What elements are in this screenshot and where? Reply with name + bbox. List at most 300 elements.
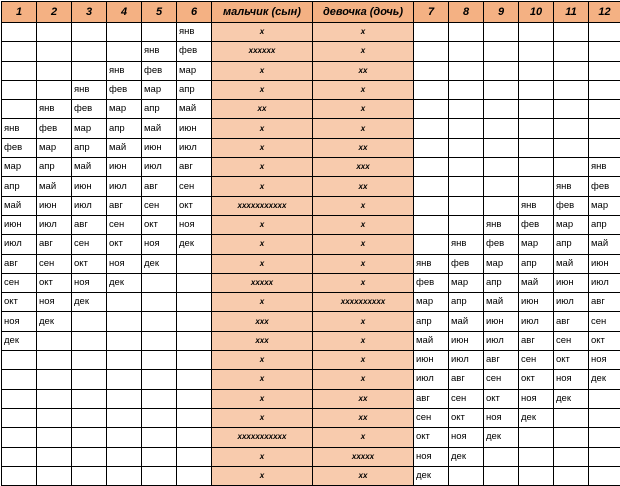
month-cell[interactable]: сен <box>142 196 177 215</box>
month-cell[interactable]: апр <box>554 235 589 254</box>
month-cell[interactable] <box>519 23 554 42</box>
month-cell[interactable]: сен <box>177 177 212 196</box>
month-cell[interactable] <box>414 80 449 99</box>
month-cell[interactable]: июн <box>589 254 620 273</box>
girl-mark-cell[interactable]: x <box>313 254 414 273</box>
month-cell[interactable] <box>414 100 449 119</box>
month-cell[interactable] <box>449 80 484 99</box>
month-cell[interactable] <box>484 80 519 99</box>
month-cell[interactable] <box>177 389 212 408</box>
boy-mark-cell[interactable]: x <box>212 215 313 234</box>
month-cell[interactable] <box>484 177 519 196</box>
month-cell[interactable] <box>484 196 519 215</box>
month-cell[interactable] <box>449 196 484 215</box>
girl-mark-cell[interactable]: xx <box>313 138 414 157</box>
month-cell[interactable] <box>484 138 519 157</box>
month-cell[interactable] <box>37 428 72 447</box>
month-cell[interactable]: янв <box>554 177 589 196</box>
month-cell[interactable]: май <box>484 293 519 312</box>
boy-mark-cell[interactable]: x <box>212 447 313 466</box>
month-cell[interactable]: сен <box>449 389 484 408</box>
month-cell[interactable] <box>177 293 212 312</box>
month-cell[interactable] <box>414 61 449 80</box>
month-cell[interactable]: апр <box>72 138 107 157</box>
month-cell[interactable]: ноя <box>414 447 449 466</box>
column-header-8[interactable]: 7 <box>414 2 449 23</box>
month-cell[interactable]: окт <box>449 408 484 427</box>
month-cell[interactable] <box>72 408 107 427</box>
month-cell[interactable]: дек <box>142 254 177 273</box>
month-cell[interactable] <box>37 447 72 466</box>
month-cell[interactable] <box>142 466 177 485</box>
month-cell[interactable]: май <box>449 312 484 331</box>
month-cell[interactable] <box>449 100 484 119</box>
month-cell[interactable]: апр <box>142 100 177 119</box>
boy-mark-cell[interactable]: x <box>212 293 313 312</box>
month-cell[interactable]: июн <box>2 215 37 234</box>
column-header-10[interactable]: 9 <box>484 2 519 23</box>
month-cell[interactable] <box>449 158 484 177</box>
month-cell[interactable]: мар <box>484 254 519 273</box>
month-cell[interactable]: дек <box>177 235 212 254</box>
month-cell[interactable] <box>484 23 519 42</box>
month-cell[interactable] <box>589 80 620 99</box>
month-cell[interactable]: дек <box>2 331 37 350</box>
month-cell[interactable] <box>2 351 37 370</box>
month-cell[interactable] <box>589 100 620 119</box>
month-cell[interactable]: мар <box>2 158 37 177</box>
month-cell[interactable]: ноя <box>2 312 37 331</box>
month-cell[interactable]: июн <box>107 158 142 177</box>
month-cell[interactable] <box>72 428 107 447</box>
month-cell[interactable]: фев <box>414 273 449 292</box>
month-cell[interactable]: июн <box>554 273 589 292</box>
month-cell[interactable]: апр <box>589 215 620 234</box>
month-cell[interactable] <box>72 389 107 408</box>
month-cell[interactable]: дек <box>519 408 554 427</box>
month-cell[interactable]: июл <box>72 196 107 215</box>
boy-mark-cell[interactable]: xxxxxxxxxxx <box>212 428 313 447</box>
month-cell[interactable]: ноя <box>589 351 620 370</box>
month-cell[interactable] <box>519 138 554 157</box>
month-cell[interactable]: авг <box>484 351 519 370</box>
month-cell[interactable] <box>37 331 72 350</box>
month-cell[interactable] <box>484 466 519 485</box>
month-cell[interactable]: дек <box>72 293 107 312</box>
month-cell[interactable] <box>554 61 589 80</box>
month-cell[interactable] <box>554 428 589 447</box>
girl-mark-cell[interactable]: x <box>313 100 414 119</box>
month-cell[interactable] <box>107 389 142 408</box>
month-cell[interactable]: окт <box>484 389 519 408</box>
boy-mark-cell[interactable]: x <box>212 119 313 138</box>
month-cell[interactable]: июн <box>177 119 212 138</box>
month-cell[interactable]: янв <box>449 235 484 254</box>
month-cell[interactable] <box>484 100 519 119</box>
month-cell[interactable] <box>589 23 620 42</box>
column-header-4[interactable]: 5 <box>142 2 177 23</box>
month-cell[interactable]: янв <box>484 215 519 234</box>
month-cell[interactable] <box>519 466 554 485</box>
month-cell[interactable] <box>519 177 554 196</box>
girl-mark-cell[interactable]: xx <box>313 61 414 80</box>
girl-mark-cell[interactable]: x <box>313 235 414 254</box>
month-cell[interactable] <box>449 177 484 196</box>
month-cell[interactable] <box>107 447 142 466</box>
girl-mark-cell[interactable]: x <box>313 273 414 292</box>
boy-mark-cell[interactable]: x <box>212 235 313 254</box>
month-cell[interactable]: сен <box>554 331 589 350</box>
month-cell[interactable]: июн <box>142 138 177 157</box>
month-cell[interactable] <box>414 235 449 254</box>
month-cell[interactable]: мар <box>449 273 484 292</box>
month-cell[interactable]: окт <box>519 370 554 389</box>
month-cell[interactable]: фев <box>484 235 519 254</box>
month-cell[interactable]: май <box>37 177 72 196</box>
girl-mark-cell[interactable]: xx <box>313 466 414 485</box>
month-cell[interactable]: июл <box>2 235 37 254</box>
month-cell[interactable]: сен <box>107 215 142 234</box>
month-cell[interactable]: окт <box>107 235 142 254</box>
boy-mark-cell[interactable]: x <box>212 61 313 80</box>
month-cell[interactable] <box>589 138 620 157</box>
month-cell[interactable]: сен <box>72 235 107 254</box>
month-cell[interactable]: фев <box>589 177 620 196</box>
boy-mark-cell[interactable]: x <box>212 370 313 389</box>
month-cell[interactable] <box>589 428 620 447</box>
month-cell[interactable]: июл <box>177 138 212 157</box>
month-cell[interactable] <box>554 138 589 157</box>
month-cell[interactable] <box>177 447 212 466</box>
month-cell[interactable]: ноя <box>107 254 142 273</box>
month-cell[interactable] <box>107 331 142 350</box>
month-cell[interactable]: июл <box>414 370 449 389</box>
column-header-9[interactable]: 8 <box>449 2 484 23</box>
month-cell[interactable] <box>414 177 449 196</box>
month-cell[interactable]: фев <box>142 61 177 80</box>
month-cell[interactable] <box>519 158 554 177</box>
month-cell[interactable] <box>589 389 620 408</box>
month-cell[interactable]: янв <box>414 254 449 273</box>
month-cell[interactable]: фев <box>177 42 212 61</box>
month-cell[interactable] <box>177 331 212 350</box>
column-header-11[interactable]: 10 <box>519 2 554 23</box>
month-cell[interactable] <box>142 370 177 389</box>
month-cell[interactable] <box>37 408 72 427</box>
month-cell[interactable] <box>414 42 449 61</box>
month-cell[interactable]: июн <box>484 312 519 331</box>
month-cell[interactable]: июл <box>484 331 519 350</box>
month-cell[interactable]: фев <box>449 254 484 273</box>
month-cell[interactable]: июл <box>519 312 554 331</box>
month-cell[interactable] <box>37 466 72 485</box>
month-cell[interactable] <box>519 100 554 119</box>
month-cell[interactable]: фев <box>107 80 142 99</box>
month-cell[interactable] <box>519 428 554 447</box>
column-header-1[interactable]: 2 <box>37 2 72 23</box>
month-cell[interactable]: апр <box>484 273 519 292</box>
boy-mark-cell[interactable]: x <box>212 254 313 273</box>
month-cell[interactable] <box>142 312 177 331</box>
month-cell[interactable]: апр <box>37 158 72 177</box>
month-cell[interactable] <box>107 23 142 42</box>
month-cell[interactable] <box>107 312 142 331</box>
month-cell[interactable] <box>142 273 177 292</box>
girl-mark-cell[interactable]: x <box>313 428 414 447</box>
month-cell[interactable] <box>414 138 449 157</box>
month-cell[interactable] <box>72 312 107 331</box>
column-header-13[interactable]: 12 <box>589 2 620 23</box>
month-cell[interactable]: май <box>519 273 554 292</box>
month-cell[interactable] <box>449 119 484 138</box>
girl-mark-cell[interactable]: xx <box>313 389 414 408</box>
month-cell[interactable] <box>177 312 212 331</box>
month-cell[interactable]: янв <box>107 61 142 80</box>
month-cell[interactable] <box>589 119 620 138</box>
month-cell[interactable] <box>2 428 37 447</box>
month-cell[interactable] <box>177 408 212 427</box>
month-cell[interactable] <box>37 370 72 389</box>
month-cell[interactable]: янв <box>519 196 554 215</box>
girl-mark-cell[interactable]: x <box>313 215 414 234</box>
month-cell[interactable]: июн <box>72 177 107 196</box>
month-cell[interactable]: май <box>554 254 589 273</box>
month-cell[interactable]: ноя <box>484 408 519 427</box>
month-cell[interactable] <box>589 61 620 80</box>
month-cell[interactable] <box>177 466 212 485</box>
month-cell[interactable] <box>2 80 37 99</box>
month-cell[interactable]: апр <box>2 177 37 196</box>
month-cell[interactable] <box>484 158 519 177</box>
girl-mark-cell[interactable]: xx <box>313 408 414 427</box>
month-cell[interactable]: дек <box>589 370 620 389</box>
month-cell[interactable]: ноя <box>519 389 554 408</box>
month-cell[interactable] <box>72 447 107 466</box>
month-cell[interactable] <box>414 215 449 234</box>
month-cell[interactable]: апр <box>449 293 484 312</box>
month-cell[interactable] <box>2 447 37 466</box>
month-cell[interactable] <box>519 119 554 138</box>
month-cell[interactable]: янв <box>37 100 72 119</box>
girl-mark-cell[interactable]: x <box>313 370 414 389</box>
month-cell[interactable] <box>72 466 107 485</box>
month-cell[interactable] <box>177 428 212 447</box>
month-cell[interactable] <box>72 42 107 61</box>
month-cell[interactable]: июл <box>107 177 142 196</box>
month-cell[interactable]: фев <box>37 119 72 138</box>
boy-mark-cell[interactable]: xx <box>212 100 313 119</box>
month-cell[interactable] <box>37 23 72 42</box>
month-cell[interactable] <box>554 100 589 119</box>
month-cell[interactable] <box>177 370 212 389</box>
month-cell[interactable]: сен <box>589 312 620 331</box>
month-cell[interactable] <box>107 293 142 312</box>
month-cell[interactable] <box>414 196 449 215</box>
month-cell[interactable] <box>37 351 72 370</box>
girl-mark-cell[interactable]: x <box>313 42 414 61</box>
boy-mark-cell[interactable]: x <box>212 23 313 42</box>
month-cell[interactable]: окт <box>177 196 212 215</box>
month-cell[interactable] <box>2 408 37 427</box>
boy-mark-cell[interactable]: x <box>212 389 313 408</box>
girl-mark-cell[interactable]: x <box>313 23 414 42</box>
column-header-0[interactable]: 1 <box>2 2 37 23</box>
month-cell[interactable] <box>519 61 554 80</box>
month-cell[interactable]: янв <box>589 158 620 177</box>
month-cell[interactable]: ноя <box>72 273 107 292</box>
month-cell[interactable]: фев <box>2 138 37 157</box>
month-cell[interactable]: июн <box>414 351 449 370</box>
month-cell[interactable]: ноя <box>37 293 72 312</box>
month-cell[interactable]: апр <box>177 80 212 99</box>
month-cell[interactable]: апр <box>107 119 142 138</box>
month-cell[interactable]: май <box>177 100 212 119</box>
month-cell[interactable]: июл <box>37 215 72 234</box>
month-cell[interactable]: июн <box>519 293 554 312</box>
month-cell[interactable] <box>2 389 37 408</box>
month-cell[interactable]: фев <box>554 196 589 215</box>
month-cell[interactable] <box>37 42 72 61</box>
girl-mark-cell[interactable]: x <box>313 80 414 99</box>
boy-mark-cell[interactable]: xxxxx <box>212 273 313 292</box>
girl-mark-cell[interactable]: xxx <box>313 158 414 177</box>
month-cell[interactable] <box>449 61 484 80</box>
boy-mark-cell[interactable]: x <box>212 138 313 157</box>
month-cell[interactable] <box>589 42 620 61</box>
month-cell[interactable] <box>519 447 554 466</box>
month-cell[interactable]: май <box>142 119 177 138</box>
month-cell[interactable]: окт <box>72 254 107 273</box>
girl-mark-cell[interactable]: xxxxx <box>313 447 414 466</box>
month-cell[interactable] <box>142 408 177 427</box>
month-cell[interactable]: авг <box>72 215 107 234</box>
month-cell[interactable] <box>142 23 177 42</box>
month-cell[interactable]: июл <box>449 351 484 370</box>
girl-mark-cell[interactable]: x <box>313 331 414 350</box>
month-cell[interactable]: мар <box>107 100 142 119</box>
month-cell[interactable] <box>107 351 142 370</box>
month-cell[interactable] <box>2 61 37 80</box>
column-header-12[interactable]: 11 <box>554 2 589 23</box>
month-cell[interactable] <box>107 466 142 485</box>
month-cell[interactable] <box>2 100 37 119</box>
girl-mark-cell[interactable]: x <box>313 312 414 331</box>
month-cell[interactable]: июл <box>554 293 589 312</box>
boy-mark-cell[interactable]: x <box>212 408 313 427</box>
month-cell[interactable]: апр <box>519 254 554 273</box>
month-cell[interactable]: мар <box>554 215 589 234</box>
month-cell[interactable]: окт <box>414 428 449 447</box>
column-header-3[interactable]: 4 <box>107 2 142 23</box>
month-cell[interactable]: авг <box>107 196 142 215</box>
month-cell[interactable] <box>449 215 484 234</box>
month-cell[interactable] <box>142 447 177 466</box>
month-cell[interactable] <box>554 80 589 99</box>
month-cell[interactable]: мар <box>589 196 620 215</box>
month-cell[interactable]: авг <box>142 177 177 196</box>
month-cell[interactable]: авг <box>37 235 72 254</box>
month-cell[interactable]: авг <box>519 331 554 350</box>
month-cell[interactable]: май <box>589 235 620 254</box>
boy-mark-cell[interactable]: x <box>212 466 313 485</box>
girl-mark-cell[interactable]: xx <box>313 177 414 196</box>
month-cell[interactable] <box>2 42 37 61</box>
month-cell[interactable]: окт <box>37 273 72 292</box>
month-cell[interactable] <box>449 466 484 485</box>
month-cell[interactable]: сен <box>2 273 37 292</box>
month-cell[interactable]: авг <box>589 293 620 312</box>
month-cell[interactable]: сен <box>37 254 72 273</box>
month-cell[interactable]: янв <box>72 80 107 99</box>
month-cell[interactable]: май <box>72 158 107 177</box>
month-cell[interactable] <box>72 370 107 389</box>
month-cell[interactable] <box>2 466 37 485</box>
month-cell[interactable]: фев <box>72 100 107 119</box>
month-cell[interactable]: ноя <box>554 370 589 389</box>
month-cell[interactable]: авг <box>554 312 589 331</box>
girl-mark-cell[interactable]: x <box>313 351 414 370</box>
month-cell[interactable] <box>37 61 72 80</box>
month-cell[interactable]: сен <box>414 408 449 427</box>
month-cell[interactable] <box>2 370 37 389</box>
month-cell[interactable] <box>107 428 142 447</box>
month-cell[interactable] <box>519 42 554 61</box>
boy-mark-cell[interactable]: x <box>212 158 313 177</box>
month-cell[interactable]: ноя <box>142 235 177 254</box>
month-cell[interactable] <box>142 293 177 312</box>
month-cell[interactable] <box>484 447 519 466</box>
month-cell[interactable] <box>107 370 142 389</box>
month-cell[interactable]: июл <box>142 158 177 177</box>
column-header-2[interactable]: 3 <box>72 2 107 23</box>
month-cell[interactable] <box>484 42 519 61</box>
month-cell[interactable]: май <box>107 138 142 157</box>
month-cell[interactable]: фев <box>519 215 554 234</box>
month-cell[interactable]: мар <box>519 235 554 254</box>
month-cell[interactable] <box>142 389 177 408</box>
month-cell[interactable] <box>554 466 589 485</box>
month-cell[interactable]: янв <box>2 119 37 138</box>
month-cell[interactable]: окт <box>142 215 177 234</box>
boy-mark-cell[interactable]: xxxxxxxxxxx <box>212 196 313 215</box>
month-cell[interactable]: дек <box>37 312 72 331</box>
month-cell[interactable] <box>414 23 449 42</box>
month-cell[interactable]: окт <box>2 293 37 312</box>
month-cell[interactable] <box>37 80 72 99</box>
month-cell[interactable] <box>589 466 620 485</box>
month-cell[interactable]: дек <box>107 273 142 292</box>
month-cell[interactable] <box>177 351 212 370</box>
month-cell[interactable]: мар <box>72 119 107 138</box>
month-cell[interactable]: сен <box>484 370 519 389</box>
month-cell[interactable]: авг <box>449 370 484 389</box>
month-cell[interactable]: янв <box>142 42 177 61</box>
month-cell[interactable] <box>177 273 212 292</box>
month-cell[interactable]: авг <box>414 389 449 408</box>
month-cell[interactable] <box>554 42 589 61</box>
month-cell[interactable] <box>72 23 107 42</box>
month-cell[interactable]: сен <box>519 351 554 370</box>
month-cell[interactable] <box>554 408 589 427</box>
month-cell[interactable]: авг <box>2 254 37 273</box>
month-cell[interactable]: мар <box>177 61 212 80</box>
month-cell[interactable] <box>589 408 620 427</box>
month-cell[interactable] <box>107 408 142 427</box>
month-cell[interactable] <box>177 254 212 273</box>
month-cell[interactable]: май <box>414 331 449 350</box>
month-cell[interactable] <box>142 331 177 350</box>
month-cell[interactable] <box>519 80 554 99</box>
